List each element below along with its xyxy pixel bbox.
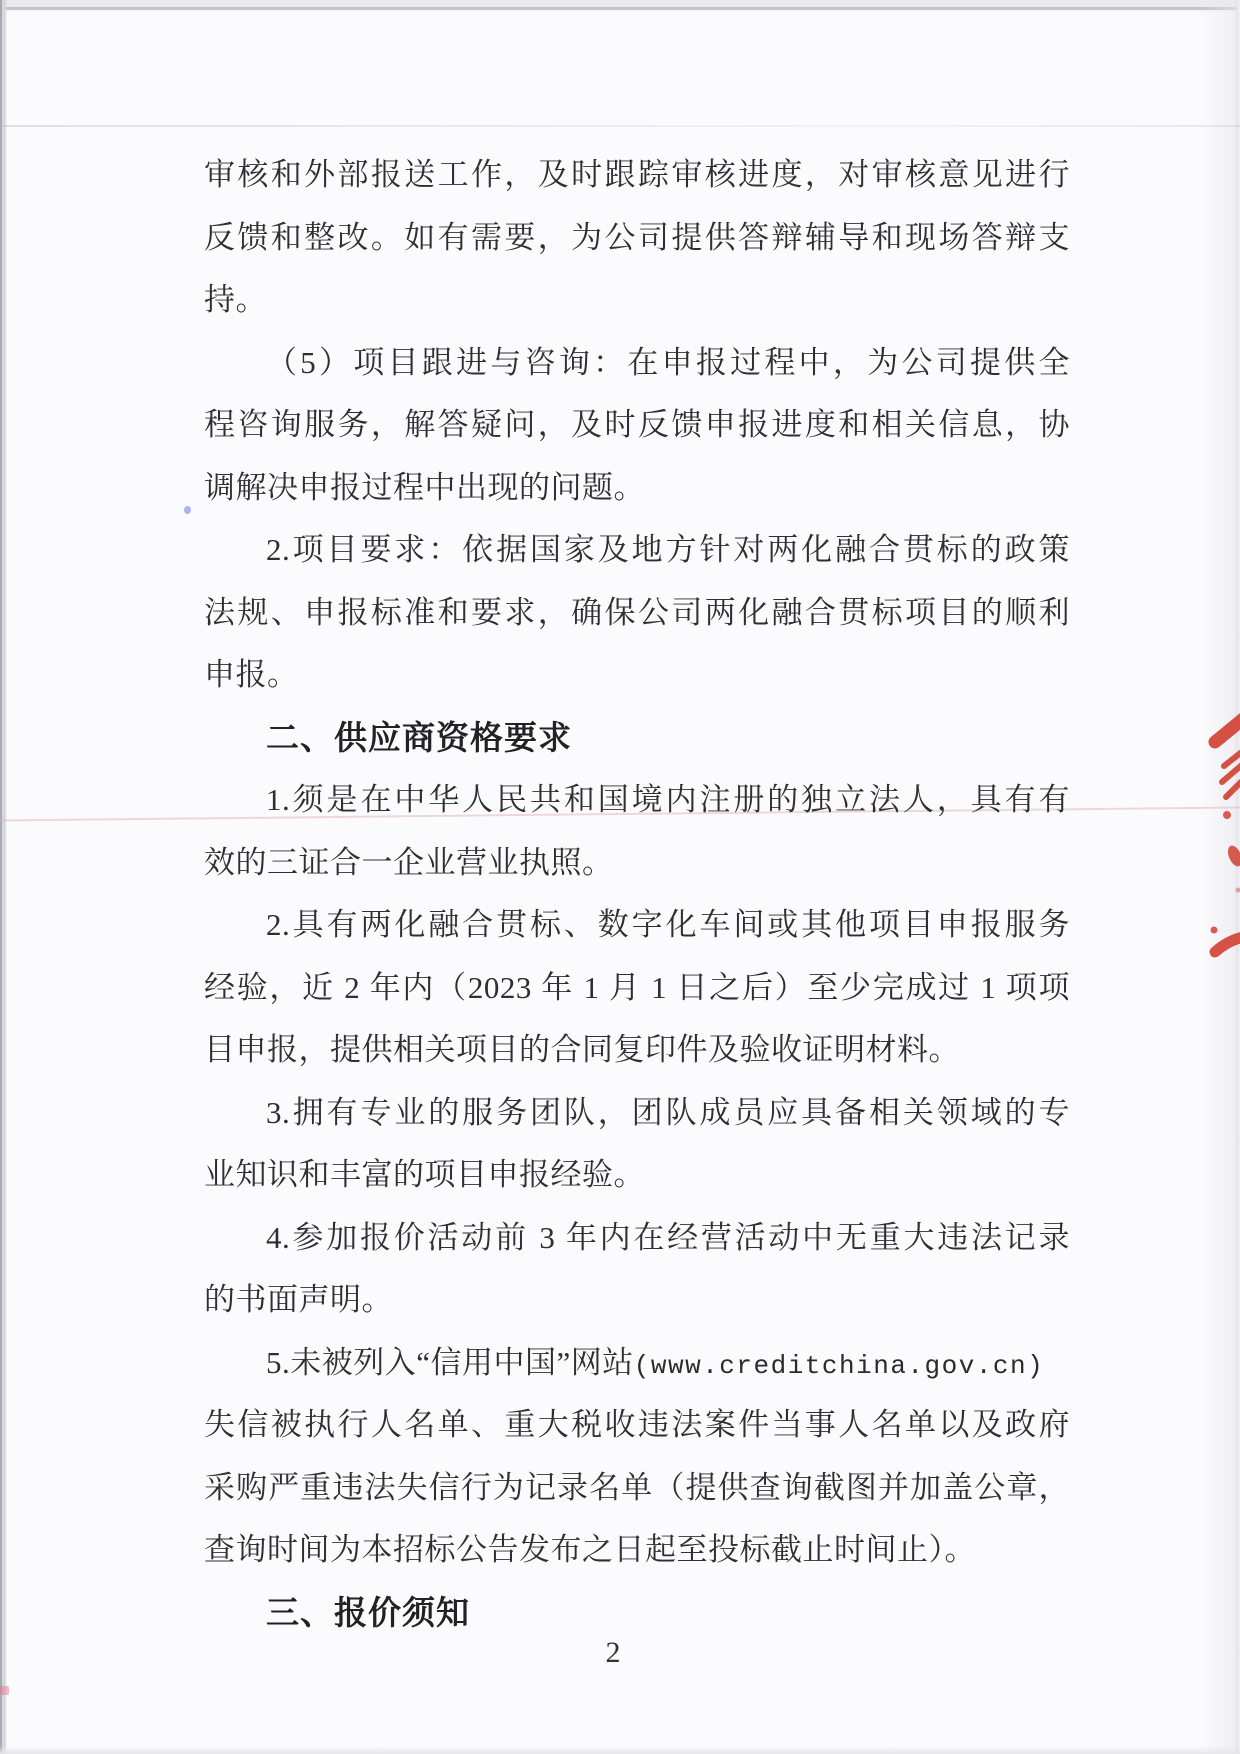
document-line: 采购严重违法失信行为记录名单（提供查询截图并加盖公章，: [204, 1469, 1070, 1505]
document-line: 3.拥有专业的服务团队，团队成员应具备相关领域的专: [266, 1094, 1070, 1130]
document-line: 效的三证合一企业营业执照。: [204, 844, 614, 880]
document-line: 法规、申报标准和要求，确保公司两化融合贯标项目的顺利: [204, 594, 1070, 630]
page-edge-top: [0, 0, 1240, 12]
document-line: 2.项目要求：依据国家及地方针对两化融合贯标的政策: [266, 532, 1070, 567]
document-line: 申报。: [204, 657, 299, 692]
document-line-with-url: [204, 1332, 1070, 1395]
credit-china-url: (www.creditchina.gov.cn): [633, 1350, 1045, 1381]
document-line: 查询时间为本招标公告发布之日起至投标截止时间止）。: [204, 1532, 976, 1567]
document-line: 4.参加报价活动前 3 年内在经营活动中无重大违法记录: [266, 1219, 1070, 1255]
document-line: 反馈和整改。如有需要，为公司提供答辩辅导和现场答辩支: [204, 219, 1070, 255]
ink-speck: [0, 1686, 9, 1695]
ink-speck: [184, 506, 191, 514]
section-heading-supplier-qualifications: 二、供应商资格要求: [266, 718, 572, 756]
document-line: 的书面声明。: [204, 1282, 393, 1317]
line-text: 5.未被列入“信用中国”网站: [266, 1344, 634, 1380]
document-line: 业知识和丰富的项目申报经验。: [204, 1157, 645, 1192]
document-line: 经验，近 2 年内（2023 年 1 月 1 日之后）至少完成过 1 项项: [204, 969, 1070, 1005]
document-line: 1.须是在中华人民共和国境内注册的独立法人，具有有: [266, 782, 1070, 817]
document-line: 调解决申报过程中出现的问题。: [204, 469, 645, 505]
page-edge-left: [0, 0, 7, 1754]
page-number: 2: [605, 1636, 621, 1669]
document-body: [204, 144, 1070, 1644]
document-line: 目申报，提供相关项目的合同复印件及验收证明材料。: [204, 1032, 960, 1067]
document-line: （5）项目跟进与咨询：在申报过程中，为公司提供全: [266, 344, 1070, 380]
document-line: 程咨询服务，解答疑问，及时反馈申报进度和相关信息，协: [204, 407, 1070, 442]
document-line: 持。: [204, 282, 267, 317]
page-edge-bottom: [0, 1746, 1240, 1754]
section-heading-quotation-notes: 三、报价须知: [266, 1593, 470, 1631]
document-line: 2.具有两化融合贯标、数字化车间或其他项目申报服务: [266, 907, 1070, 942]
red-seal-stamp-fragment: [1145, 690, 1240, 980]
scan-fold-line-top: [0, 125, 1240, 127]
document-line: 失信被执行人名单、重大税收违法案件当事人名单以及政府: [204, 1407, 1070, 1442]
document-line: 审核和外部报送工作，及时跟踪审核进度，对审核意见进行: [204, 157, 1070, 192]
